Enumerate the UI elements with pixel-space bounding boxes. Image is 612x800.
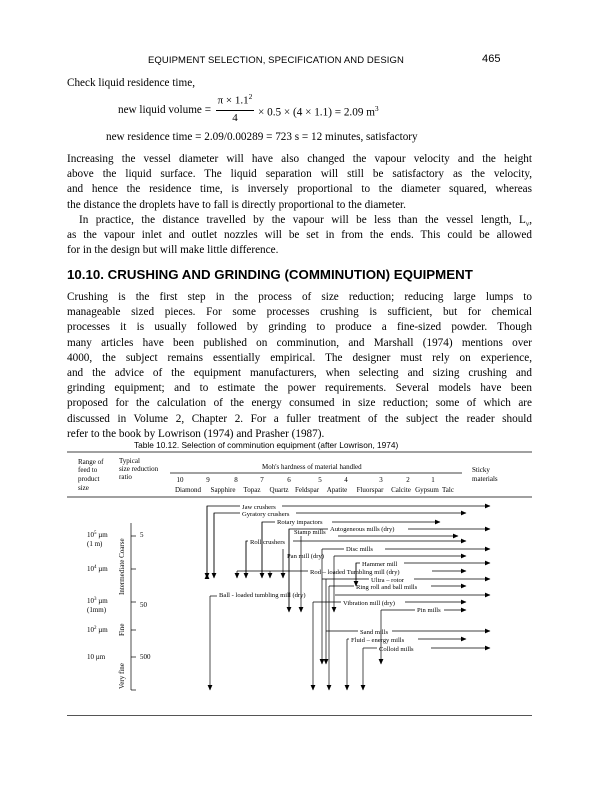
zone-coarse: Intermediate Coarse (118, 538, 126, 595)
paragraph-line: the distance the droplets have to fall is directly proportional to the diameter. (67, 198, 406, 211)
running-header-title: EQUIPMENT SELECTION, SPECIFICATION AND DESIGN (148, 55, 404, 66)
paragraph-line: above the liquid surface. The liquid separation will still be satisfactory as the velocity, (67, 168, 532, 181)
hardness-number: 5 (318, 476, 322, 484)
zone-fine: Fine (118, 623, 126, 636)
equipment-label: Jaw crushers (242, 504, 276, 511)
size-label: $10^2$ µm (87, 626, 108, 634)
hardness-scale (175, 476, 454, 494)
paragraph-line: and hence the residence time, is inversely proportional to the diameter squared, whereas (67, 183, 532, 196)
paragraph-line: proposed for the calculation of the energy consumed in size reduction; some of which are (67, 397, 532, 410)
hardness-number: 2 (406, 476, 410, 484)
mineral: Feldspar (294, 486, 320, 494)
hdr-range-2: feed to (78, 466, 98, 474)
ratio-labels (140, 531, 151, 661)
size-label: 10 µm (87, 653, 106, 661)
hardness-number: 8 (234, 476, 238, 484)
mineral: Topaz (243, 486, 261, 494)
hdr-ratio-1: Typical (119, 457, 140, 465)
size-label: $10^4$ µm (87, 565, 108, 573)
hdr-sticky-1: Sticky (472, 466, 490, 474)
hardness-number: 3 (379, 476, 383, 484)
equipment-label: Stamp mills (294, 529, 326, 536)
zone-very-fine: Very fine (118, 663, 126, 689)
equipment-label: Rod – loaded Tumbling mill (dry) (310, 569, 400, 576)
check-line: Check liquid residence time, (67, 77, 195, 89)
paragraph-line: manageable sized pieces. For some processes crushing is sufficient, but for chemical (67, 306, 532, 319)
paragraph-line: processes it is usually followed by grinding to produce a fine-sized powder. Though (67, 321, 532, 334)
hdr-range-4: size (78, 484, 89, 492)
equipment-label: Autogeneous mills (dry) (330, 526, 395, 533)
hardness-number: 10 (176, 476, 184, 484)
equipment-label: Hammer mill (362, 561, 398, 568)
eq-residence-time: new residence time = 2.09/0.00289 = 723 s = 12 minutes, satisfactory (106, 131, 418, 143)
paragraph-line: 4000, the subject remains essentially empirical. The designer must rely on experience, (67, 351, 532, 364)
paragraph-line: refer to the book by Lowrison (1974) and Prasher (1987). (67, 427, 325, 440)
mineral: Diamond (174, 486, 202, 494)
equipment-label: Gyratory crushers (242, 511, 290, 518)
hdr-mohs-title: Moh's hardness of material handled (262, 463, 362, 471)
paragraph-line: grinding equipment; and to estimate the power requirements. Several models have been (67, 382, 532, 395)
equipment-label: Ultra – rotor (371, 577, 404, 584)
zone-labels (118, 538, 126, 689)
size-label: $10^3$ µm (87, 597, 108, 605)
ratio-value: 500 (140, 653, 151, 661)
equipment-label: Pan mill (dry) (287, 553, 324, 560)
page-number: 465 (482, 53, 501, 65)
paragraph-line: Crushing is the first step in the process of size reduction; reducing large lumps to (67, 291, 532, 303)
footer-rule (67, 715, 532, 716)
mineral: Talc (442, 486, 454, 494)
hdr-sticky-2: materials (472, 475, 498, 483)
mineral: Quartz (269, 486, 289, 494)
hdr-range-1: Range of (78, 458, 104, 466)
ratio-value: 5 (140, 531, 144, 539)
size-scale (87, 531, 108, 661)
equipment-label: Disc mills (346, 546, 373, 553)
paragraph-line: Increasing the vessel diameter will have also changed the vapour velocity and the height (67, 153, 532, 165)
equipment-label: Sand mills (360, 629, 389, 636)
paragraph-line: for in the design but will make little difference. (67, 244, 279, 257)
paragraph-line: and the advice of the equipment manufacturers, when selecting and sizing crushing and (67, 366, 532, 379)
equipment-label: Colloid mills (379, 646, 414, 653)
equipment-label: Ball - loaded tumbling mill (dry) (219, 592, 306, 599)
equipment-label: Roll crushers (250, 539, 285, 546)
hardness-number: 4 (344, 476, 348, 484)
eq-volume-numerator: $\pi \times 1.1^2$ (217, 92, 253, 107)
equipment-label: Ring roll and ball mills (356, 584, 418, 591)
paragraph-line: as the vapour inlet and outlet nozzles will be set in from the ends. This could be allowed (67, 229, 532, 242)
hardness-number: 1 (431, 476, 435, 484)
mineral: Apatite (326, 486, 348, 494)
eq-volume-label: new liquid volume = (118, 104, 212, 116)
ratio-value: 50 (140, 601, 147, 609)
equipment-label: Vibration mill (dry) (343, 600, 395, 607)
table-caption: Table 10.12. Selection of comminution equipment (after Lowrison, 1974) (134, 440, 399, 450)
equipment-label: Rotary impactors (277, 519, 323, 526)
equipment-label: Pin mills (417, 607, 441, 614)
paragraph-line: discussed in Volume 2, Chapter 2. For a fuller treatment of the subject the reader should (67, 412, 532, 425)
hardness-number: 6 (287, 476, 291, 484)
hardness-number: 7 (260, 476, 264, 484)
eq-volume-rest: × 0.5 × (4 × 1.1) = 2.09 $m^3$ (258, 104, 379, 119)
equipment-label: Fluid – energy mills (351, 637, 405, 644)
mineral: Calcite (391, 486, 411, 494)
mineral: Sapphire (210, 486, 236, 494)
mineral: Gypsum (415, 486, 439, 494)
paragraph-line: many articles have been published on comminution, and Marshall (1974) mentions over (67, 336, 532, 349)
size-label-secondary: (1 m) (87, 540, 103, 548)
hardness-number: 9 (206, 476, 210, 484)
size-label-secondary: (1mm) (87, 606, 107, 614)
section-heading: 10.10. CRUSHING AND GRINDING (COMMINUTION) EQUIPMENT (67, 267, 473, 282)
size-label: $10^5$ µm (87, 531, 108, 539)
hdr-ratio-2: size reduction (119, 465, 159, 473)
mineral: Fluorspar (356, 486, 384, 494)
eq-volume-denominator: 4 (232, 112, 238, 124)
hdr-ratio-3: ratio (119, 473, 132, 481)
paragraph-line: In practice, the distance travelled by the vapour will be less than the vessel length, $L_v$, (79, 214, 532, 229)
size-bracket (131, 523, 136, 690)
hdr-range-3: product (78, 475, 100, 483)
